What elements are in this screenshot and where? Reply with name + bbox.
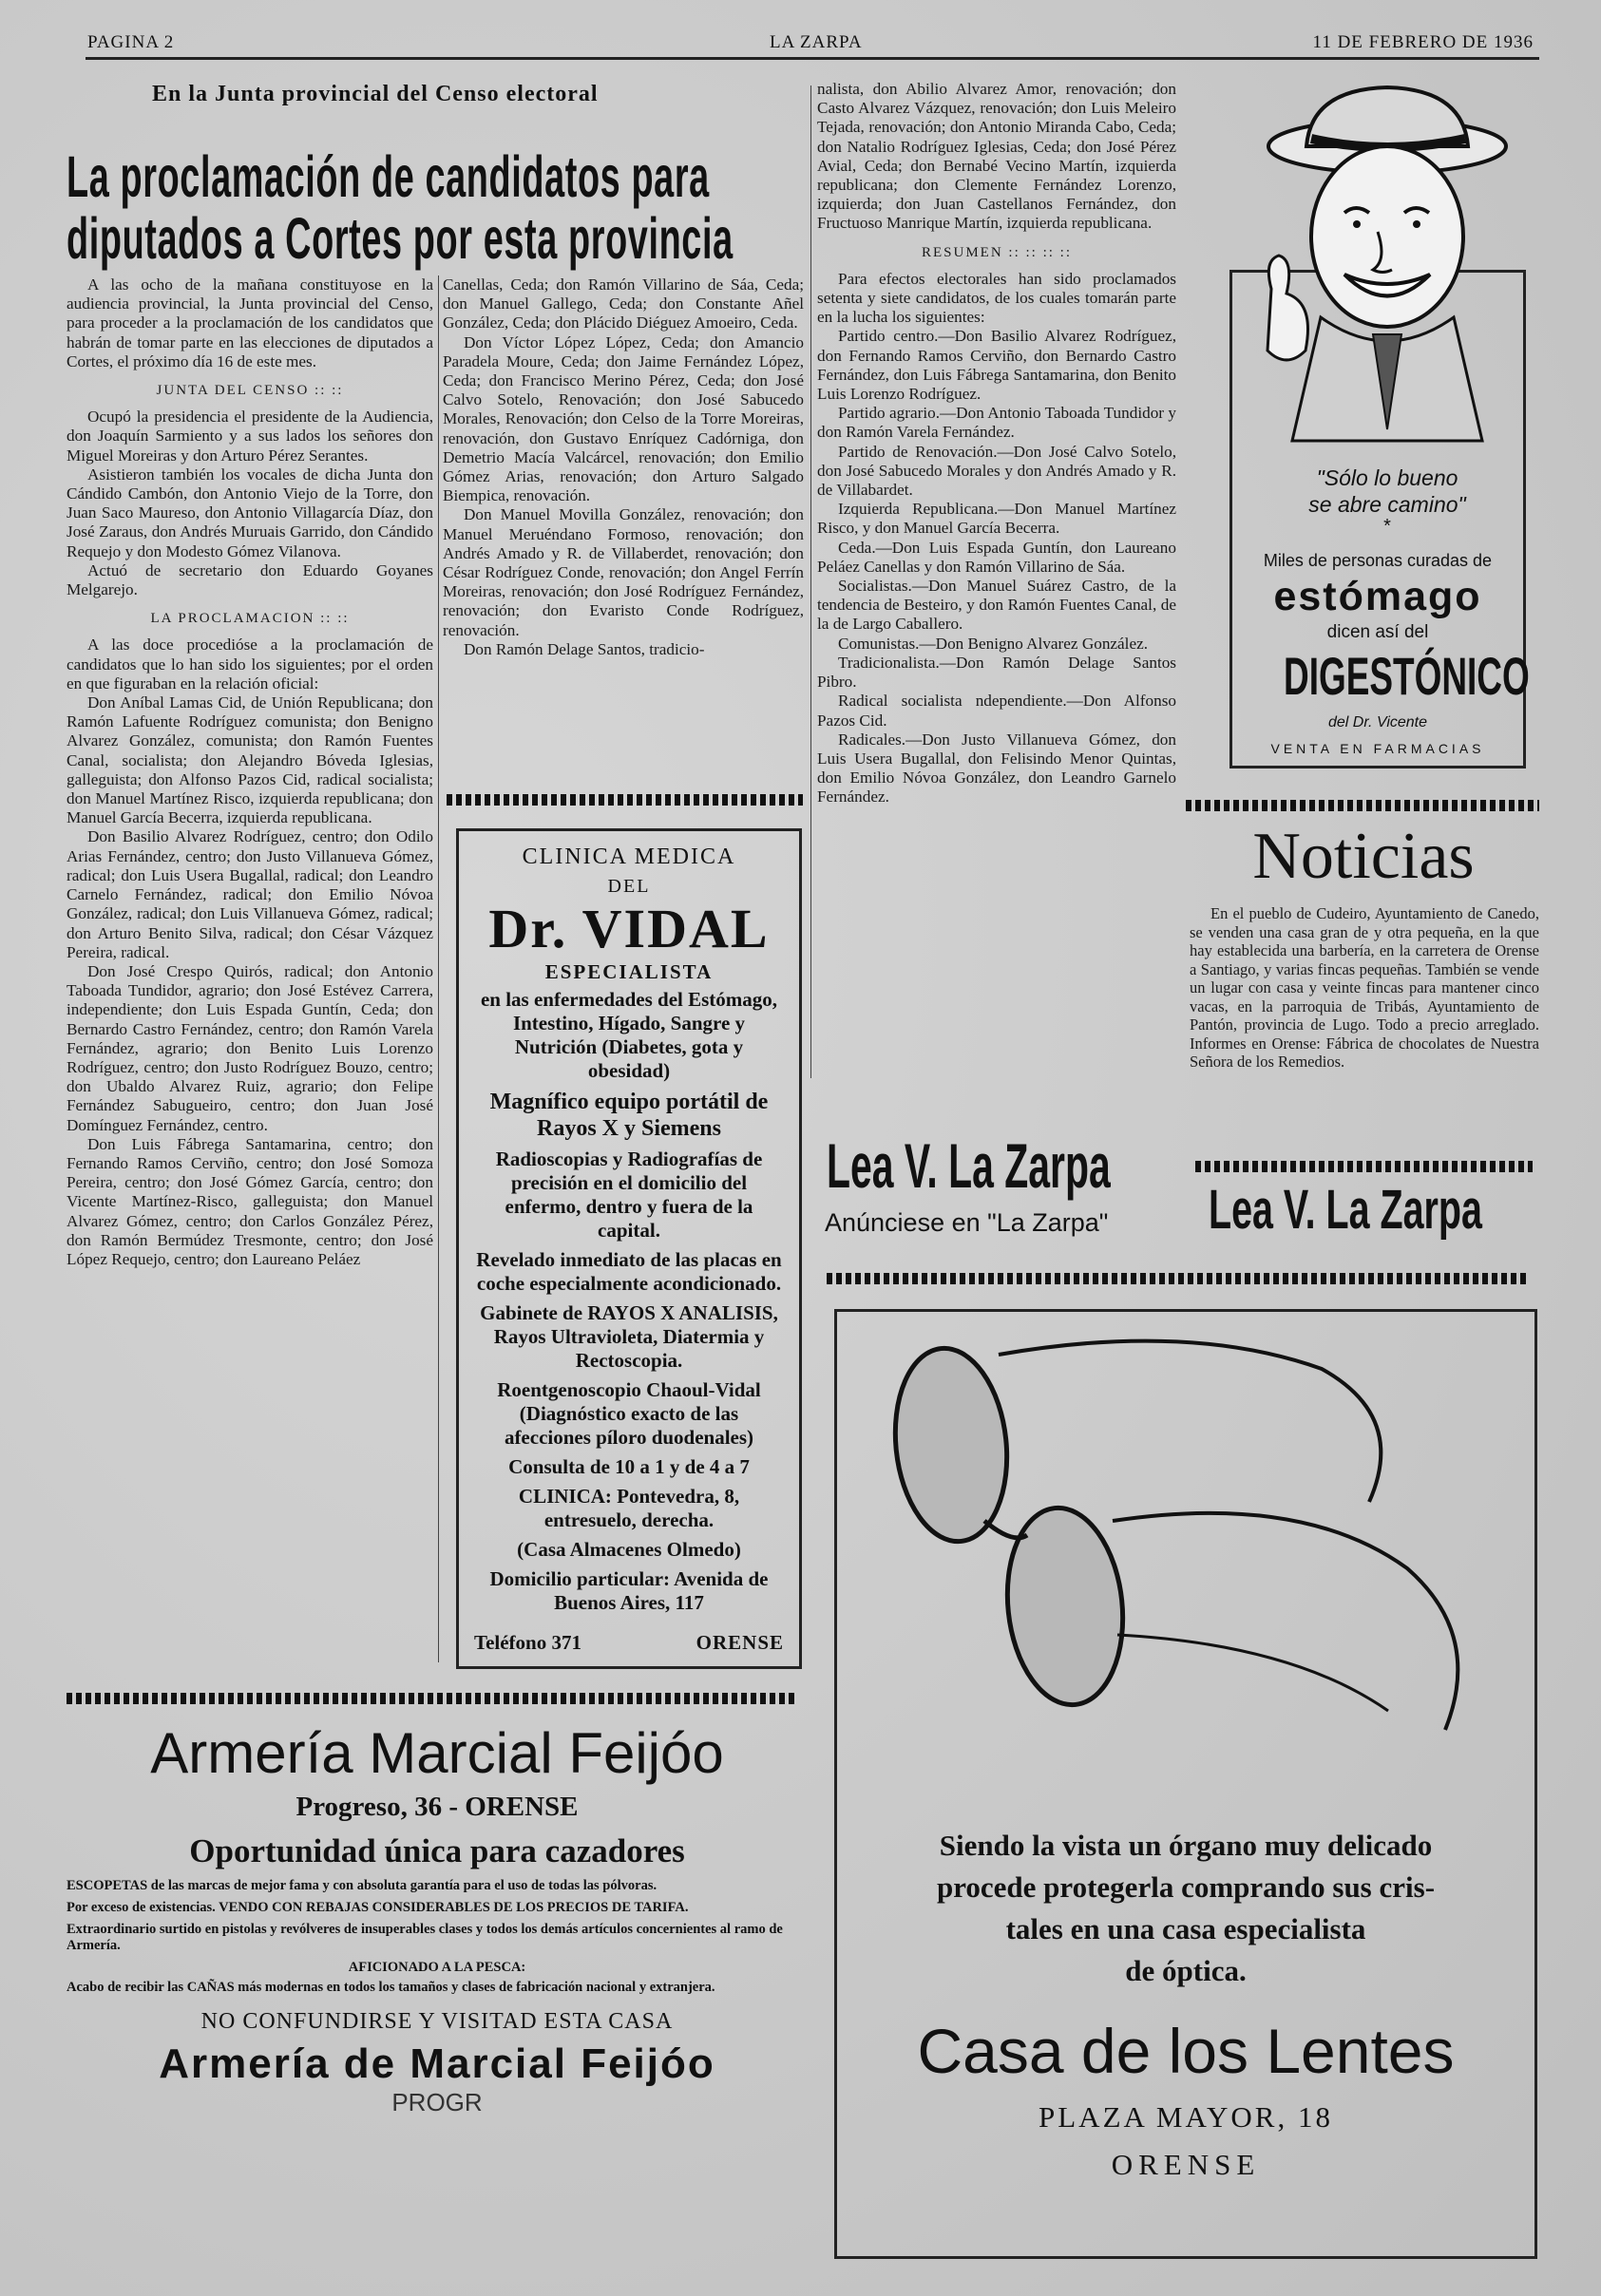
page-number: PAGINA 2 bbox=[87, 32, 175, 52]
armeria-title-2: Armería de Marcial Feijóo bbox=[159, 2040, 715, 2087]
article-paragraph: Canellas, Ceda; don Ramón Villarino de Sáa, Ceda; don Manuel Gallego, Ceda; don Constante Añel González, Ceda; don Plácido Diéguez Amoeiro, Ceda. bbox=[443, 275, 804, 332]
digestonico-estomago: estómago bbox=[1273, 574, 1482, 619]
article-paragraph: Ocupó la presidencia el presidente de la Audiencia, don Joaquín Sarmiento y a sus lados los señores don Miguel Moreiras y don Arturo Pérez Serantes. bbox=[67, 408, 433, 465]
clinica-title: CLINICA MEDICA bbox=[522, 844, 736, 869]
digestonico-slogan-1: "Sólo lo bueno bbox=[1316, 465, 1458, 490]
headline-line-2: diputados a Cortes por esta provincia bbox=[67, 206, 734, 271]
lentes-text-3: tales en una casa especialista bbox=[1005, 1912, 1366, 1945]
article-paragraph: Don José Crespo Quirós, radical; don Antonio Taboada Tundidor, agrario; don José Estévez Carrera, independiente; don Luis Espada Guntín, Ceda; don Bernardo Castro Fernández, centro; don Ramón Varela Fernández, agrario; don Benito Luis Lorenzo Rodríguez, centro; don Justo Rodríguez Bouzo, centro; don Ubaldo Alvarez Ruiz, agrario; don Felipe Fernández Sabugueiro, centro; don Juan José Domínguez Fernández, centro. bbox=[67, 961, 433, 1134]
dotted-separator bbox=[1195, 1161, 1533, 1172]
clinica-line: Radioscopias y Radiografías de precisión en el domicilio del enfermo, dentro y fuera de la capital. bbox=[495, 1148, 763, 1242]
eyeglasses-illustration bbox=[875, 1331, 1502, 1758]
article-paragraph: Partido agrario.—Don Antonio Taboada Tundidor y don Ramón Varela Fernández. bbox=[817, 404, 1176, 442]
lentes-address: PLAZA MAYOR, 18 bbox=[1039, 2100, 1333, 2134]
anunciese-ad: Anúnciese en "La Zarpa" bbox=[825, 1208, 1109, 1237]
article-paragraph: Don Manuel Movilla González, renovación; don Manuel Meruéndano Formoso, renovación; don Andrés Amado y R. de Villaberdet, renovación; don César Rodríguez Conde, renovación; don Angel Ferrín Moreiras, renovación; don José Rodríguez Fernández, renovación; don Evaristo Conde Rodríguez, renovación. bbox=[443, 505, 804, 639]
article-paragraph: nalista, don Abilio Alvarez Amor, renovación; don Casto Alvarez Vázquez, renovación; don Luis Meleiro Tejada, renovación; don Antonio Miranda Cabo, Ceda; don Natalio Rodríguez Iglesias, Ceda; don José Pérez Avial, Ceda; don Bernabé Vecino Martín, izquierda republicana; don Clemente Fernández Lorenzo, izquierda; don Juan Castellanos Fernández, don Fructuoso Manrique Martín, izquierda republicana. bbox=[817, 80, 1176, 233]
clinica-especialista: ESPECIALISTA bbox=[544, 960, 714, 983]
section-subheading: LA PROCLAMACION :: :: bbox=[150, 611, 350, 627]
clinica-medica-ad bbox=[456, 828, 802, 1669]
armeria-line: Acabo de recibir las CAÑAS más modernas en todos los tamaños y clases de fabricación nacional y extranjera. bbox=[67, 1980, 715, 1995]
article-paragraph: Partido centro.—Don Basilio Alvarez Rodríguez, don Fernando Ramos Cerviño, don Bernardo Castro Fernández, don Luis Fábrega Santamarina, don Benito Luis Lorenzo Rodríguez. bbox=[817, 327, 1176, 404]
lentes-city: ORENSE bbox=[1111, 2148, 1261, 2181]
page-header bbox=[86, 28, 1539, 60]
section-subheading: JUNTA DEL CENSO :: :: bbox=[156, 383, 344, 399]
dotted-separator bbox=[67, 1693, 798, 1704]
digestonico-star: * bbox=[1383, 516, 1391, 537]
article-paragraph: Radicales.—Don Justo Villanueva Gómez, don Luis Usera Bugallal, don Felisindo Menor Quintas, don Emilio Nóvoa González, don Leandro Garnelo Fernández. bbox=[817, 730, 1176, 806]
article-paragraph: Don Aníbal Lamas Cid, de Unión Republicana; don Ramón Lafuente Rodríguez comunista; don Benigno Alvarez González, comunista; don Ramón Fuentes Canal, socialista; don Alejandro Bóveda Iglesias, galleguista; don Alfonso Pazos Cid, radical socialista; don Manuel Martínez Risco, izquierda republicana; don Manuel García Becerra, izquierda republicana. bbox=[67, 693, 433, 827]
column-rule bbox=[438, 275, 439, 1662]
article-paragraph: Izquierda Republicana.—Don Manuel Martínez Risco, y don Manuel García Becerra. bbox=[817, 500, 1176, 538]
lea-la-zarpa-ad-2: Lea V. La Zarpa bbox=[1209, 1179, 1482, 1241]
column-rule bbox=[810, 85, 811, 1078]
dotted-separator bbox=[447, 794, 803, 806]
clinica-line: Magnífico equipo portátil de Rayos X y Siemens bbox=[489, 1090, 769, 1141]
section-subheading: RESUMEN :: :: :: :: bbox=[921, 244, 1072, 260]
clinica-doctor-name: Dr. VIDAL bbox=[488, 898, 770, 959]
article-paragraph: Partido de Renovación.—Don José Calvo Sotelo, don José Sabucedo Morales y don Andrés Amado y R. de Villabardet. bbox=[817, 442, 1176, 500]
article-paragraph: Comunistas.—Don Benigno Alvarez González. bbox=[838, 634, 1149, 653]
lentes-text-4: de óptica. bbox=[1125, 1954, 1247, 1987]
armeria-line: Por exceso de existencias. VENDO CON REBAJAS CONSIDERABLES DE LOS PRECIOS DE TARIFA. bbox=[67, 1900, 689, 1915]
issue-date: 11 DE FEBRERO DE 1936 bbox=[1312, 32, 1534, 52]
article-paragraph: A las doce procedióse a la proclamación de candidatos que lo han sido los siguientes; por el orden en que figuraban en la relación oficial: bbox=[67, 636, 433, 693]
armeria-ad bbox=[67, 1719, 808, 2166]
article-paragraph: Actuó de secretario don Eduardo Goyanes Melgarejo. bbox=[67, 560, 433, 599]
noticias-text: En el pueblo de Cudeiro, Ayuntamiento de Canedo, se venden una casa gran de y otra pequeña, en la que hay establecida una barbería, en la carretera de Orense a Santiago, y varias fincas pequeñas. También se vende un lugar con casa y veinte fincas para mantener cinco vacas, en la parroquia de Tribás, Ayuntamiento de Pantón, provincia de Lugo. Todo a precio arreglado. Informes en Orense: Fábrica de chocolates de Nuestra Señora de los Remedios. bbox=[1190, 904, 1539, 1071]
casa-lentes-ad bbox=[834, 1309, 1537, 2259]
article-paragraph: Asistieron también los vocales de dicha Junta don Cándido Cambón, don Antonio Viejo de la Torre, don Juan Saco Maureso, don Antonio Villagarcía Díaz, don José Zaraus, don Andrés Muruais Garrido, don Cándido Requejo y don Modesto Gómez Vilanova. bbox=[67, 465, 433, 560]
lentes-text-1: Siendo la vista un órgano muy delicado bbox=[939, 1829, 1433, 1862]
article-paragraph: Don Víctor López López, Ceda; don Amancio Paradela Moure, Ceda; don Jaime Fernández López, Ceda; don Francisco Merino Pérez, Ceda; don José Calvo Sotelo, Renovación; don José Sabucedo Morales, Renovación; don Celso de la Torre Moreiras, renovación, don Gustavo Enríquez Cadórniga, don Demetrio Macía Valcárcel, renovación; don Emilio Gómez Arias, renovación; don Arturo Salgado Biempica, renovación. bbox=[443, 332, 804, 505]
digestonico-slogan-2: se abre camino" bbox=[1308, 492, 1466, 517]
clinica-line: (Casa Almacenes Olmedo) bbox=[517, 1538, 741, 1561]
article-paragraph: Don Luis Fábrega Santamarina, centro; don Fernando Ramos Cerviño, centro; don José Somoza Pereira, centro; don José Gómez García, centro; don Vicente Martínez-Risco, galleguista; don Manuel Alvarez Gómez, centro; don Carlos González Pérez, don Ramón Bermúdez Tresmonte, centro; don José López Requejo, centro; don Laureano Peláez bbox=[67, 1134, 433, 1268]
digestonico-line-1: Miles de personas curadas de bbox=[1263, 551, 1493, 570]
article-column-3 bbox=[817, 80, 1176, 1087]
noticias-title: Noticias bbox=[1252, 820, 1475, 893]
article-kicker: En la Junta provincial del Censo electoral bbox=[152, 82, 599, 106]
clinica-line: CLINICA: Pontevedra, 8, entresuelo, derecha. bbox=[518, 1485, 740, 1531]
article-paragraph: Don Basilio Alvarez Rodríguez, centro; don Odilo Arias Fernández, centro; don Justo Villanueva Gómez, radical; don Luis Usera Bugallal, radical; don Leandro Carnelo Fernández, radical; don Emilio Nóvoa González, radical; don Luis Villanueva Gómez, radical; don Arturo Benito Silva, radical; don César Vázquez Pereira, radical. bbox=[67, 827, 433, 961]
clinica-line: Roentgenoscopio Chaoul-Vidal (Diagnóstico exacto de las afecciones píloro duodenales) bbox=[497, 1378, 761, 1449]
armeria-no-confundirse: NO CONFUNDIRSE Y VISITAD ESTA CASA bbox=[200, 2009, 674, 2034]
article-paragraph: Don Ramón Delage Santos, tradicio- bbox=[464, 639, 705, 658]
smiling-man-illustration bbox=[1254, 80, 1511, 460]
digestonico-ad bbox=[1197, 80, 1539, 783]
clinica-line: Gabinete de RAYOS X ANALISIS, Rayos Ultravioleta, Diatermia y Rectoscopia. bbox=[480, 1301, 778, 1372]
armeria-address: Progreso, 36 - ORENSE bbox=[295, 1792, 579, 1822]
armeria-progreso: PROGR bbox=[391, 2088, 483, 2116]
clinica-telefono: Teléfono 371 bbox=[474, 1631, 581, 1654]
article-paragraph: Ceda.—Don Luis Espada Guntín, don Laureano Peláez Canellas y don Ramón Villarino de Sáa. bbox=[817, 538, 1176, 576]
clinica-city: ORENSE bbox=[696, 1631, 784, 1654]
article-column-2 bbox=[443, 275, 804, 788]
armeria-oportunidad: Oportunidad única para cazadores bbox=[189, 1832, 685, 1869]
armeria-title: Armería Marcial Feijóo bbox=[150, 1721, 724, 1785]
armeria-line: ESCOPETAS de las marcas de mejor fama y con absoluta garantía para el uso de todas las pólvoras. bbox=[67, 1878, 658, 1893]
lentes-text-2: procede protegerla comprando sus cris- bbox=[936, 1870, 1436, 1904]
article-paragraph: Radical socialista ndependiente.—Don Alfonso Pazos Cid. bbox=[817, 692, 1176, 730]
digestonico-line-2: dicen así del bbox=[1326, 622, 1429, 642]
noticias-body bbox=[1190, 904, 1539, 1072]
lea-la-zarpa-ad-1: Lea V. La Zarpa bbox=[827, 1130, 1111, 1201]
headline-line-1: La proclamación de candidatos para bbox=[67, 144, 710, 209]
armeria-line: Extraordinario surtido en pistolas y revólveres de insuperables clases y todos los demás artículos concernientes al ramo de Armería. bbox=[67, 1922, 783, 1953]
digestonico-doctor: del Dr. Vicente bbox=[1327, 714, 1428, 731]
lentes-name: Casa de los Lentes bbox=[917, 2016, 1455, 2086]
dotted-separator bbox=[827, 1273, 1530, 1284]
article-paragraph: A las ocho de la mañana constituyose en la audiencia provincial, la Junta provincial del Censo, para proceder a la proclamación de los candidatos que habrán de tomar parte en las elecciones de diputados a Cortes, el próximo día 16 de este mes. bbox=[67, 275, 433, 370]
newspaper-name: LA ZARPA bbox=[770, 32, 863, 52]
article-paragraph: Tradicionalista.—Don Ramón Delage Santos Pibro. bbox=[817, 653, 1176, 692]
armeria-line: AFICIONADO A LA PESCA: bbox=[348, 1960, 526, 1975]
digestonico-venta: VENTA EN FARMACIAS bbox=[1270, 741, 1485, 756]
article-column-1 bbox=[67, 275, 433, 1662]
clinica-line: en las enfermedades del Estómago, Intestino, Hígado, Sangre y Nutrición (Diabetes, gota y obesidad) bbox=[480, 988, 778, 1082]
digestonico-brand: DIGESTÓNICO bbox=[1284, 646, 1530, 706]
clinica-line: Revelado inmediato de las placas en coche especialmente acondicionado. bbox=[476, 1248, 782, 1295]
article-paragraph: Socialistas.—Don Manuel Suárez Castro, de la tendencia de Besteiro, y don Ramón Fuentes Canal, de la de Largo Caballero. bbox=[817, 577, 1176, 634]
dotted-separator bbox=[1186, 800, 1539, 811]
clinica-line: Consulta de 10 a 1 y de 4 a 7 bbox=[508, 1455, 750, 1478]
clinica-del: DEL bbox=[607, 876, 651, 897]
article-paragraph: Para efectos electorales han sido proclamados setenta y siete candidatos, de los cuales tomarán parte en la lucha los siguientes: bbox=[817, 269, 1176, 327]
clinica-line: Domicilio particular: Avenida de Buenos Aires, 117 bbox=[489, 1567, 769, 1614]
